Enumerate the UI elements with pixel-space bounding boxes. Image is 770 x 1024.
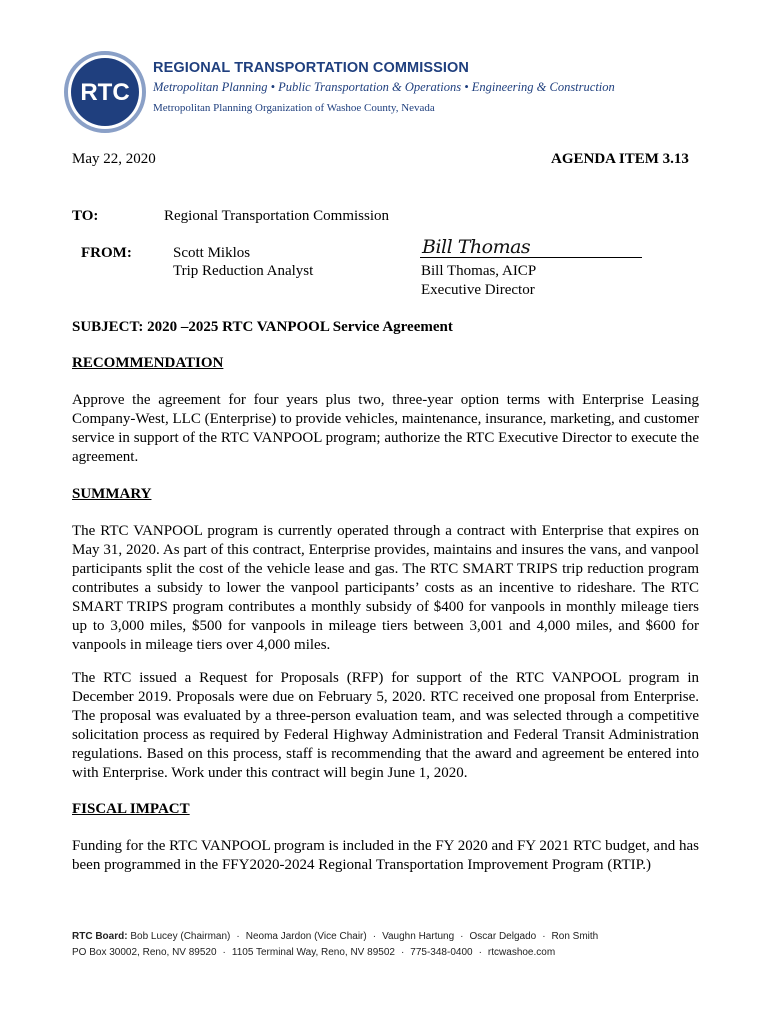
recommendation-text: Approve the agreement for four years plus two, three-year option terms with Enterprise Leasing Company-West, LLC (Enterprise) to provide vehicles, maintenance, insurance, marketing, and customer service in support of the RTC VANPOOL program; authorize the RTC Executive Director to execute the agreement. — [72, 392, 699, 465]
signature-line — [420, 257, 642, 258]
org-name: REGIONAL TRANSPORTATION COMMISSION — [153, 60, 469, 76]
from-label: FROM: — [81, 245, 132, 261]
memo-date: May 22, 2020 — [72, 151, 156, 167]
board-member: Bob Lucey (Chairman) — [130, 931, 231, 942]
footer-phone: 775-348-0400 — [410, 947, 473, 958]
signature: Bill Thomas — [422, 236, 531, 258]
board-member: Vaughn Hartung — [382, 931, 455, 942]
footer-board-label: RTC Board: — [72, 931, 128, 942]
org-subtitle: Metropolitan Planning Organization of Washoe County, Nevada — [153, 102, 435, 114]
fiscal-impact-text: Funding for the RTC VANPOOL program is included in the FY 2020 and FY 2021 RTC budget, and has been programmed in the FFY2020-2024 Regional Transportation Improvement Program (RTIP.) — [72, 838, 699, 873]
agenda-item: AGENDA ITEM 3.13 — [551, 151, 689, 167]
recommendation-heading: RECOMMENDATION — [72, 355, 224, 371]
from-name: Scott Miklos — [173, 245, 251, 261]
footer-po-box: PO Box 30002, Reno, NV 89520 — [72, 947, 217, 958]
subject-line: SUBJECT: 2020 –2025 RTC VANPOOL Service Agreement — [72, 319, 453, 335]
summary-heading: SUMMARY — [72, 486, 152, 502]
summary-paragraph-1: The RTC VANPOOL program is currently operated through a contract with Enterprise that expires on May 31, 2020. As part of this contract, Enterprise provides, maintains and insures the vans, and vanpool participants split the cost of the vehicle lease and gas. The RTC SMART TRIPS trip reduction program contributes a subsidy to lower the vanpool participants’ costs as an incentive to rideshare. The RTC SMART TRIPS program contributes a monthly subsidy of $400 for vanpools in monthly mileage tiers up to 3,000 miles, $500 for vanpools in mileage tiers between 3,001 and 4,000 miles, and $600 for vanpools in mileage tiers over 4,000 miles. — [72, 523, 699, 653]
footer-street: 1105 Terminal Way, Reno, NV 89502 — [231, 947, 395, 958]
board-member: Neoma Jardon (Vice Chair) — [245, 931, 367, 942]
summary-paragraph-2: The RTC issued a Request for Proposals (RFP) for support of the RTC VANPOOL program in December 2019. Proposals were due on February 5, 2020. RTC received one proposal from Enterprise. The proposal was evaluated by a three-person evaluation team, and was selected through a competitive solicitation process as required by Federal Highway Administration and Federal Transit Administration regulations. Based on this process, staff is recommending that the award and agreement be entered into with Enterprise. Work under this contract will begin June 1, 2020. — [72, 670, 699, 781]
signer-name: Bill Thomas, AICP — [421, 263, 537, 279]
to-label: TO: — [72, 208, 99, 224]
to-value: Regional Transportation Commission — [164, 208, 390, 224]
logo-text: RTC — [80, 79, 130, 106]
signer-title: Executive Director — [421, 282, 535, 298]
board-member: Oscar Delgado — [469, 931, 537, 942]
footer-website: rtcwashoe.com — [487, 947, 556, 958]
footer-board: RTC Board: Bob Lucey (Chairman) · Neoma Jardon (Vice Chair) · Vaughn Hartung · Oscar Delgado · Ron Smith — [72, 931, 599, 942]
fiscal-impact-heading: FISCAL IMPACT — [72, 801, 190, 817]
board-member: Ron Smith — [551, 931, 599, 942]
org-tagline: Metropolitan Planning • Public Transportation & Operations • Engineering & Construction — [153, 80, 615, 94]
footer-address: PO Box 30002, Reno, NV 89520 · 1105 Terminal Way, Reno, NV 89502 · 775-348-0400 · rtcwashoe.com — [72, 947, 556, 958]
rtc-logo — [64, 51, 146, 133]
from-title: Trip Reduction Analyst — [173, 263, 314, 279]
